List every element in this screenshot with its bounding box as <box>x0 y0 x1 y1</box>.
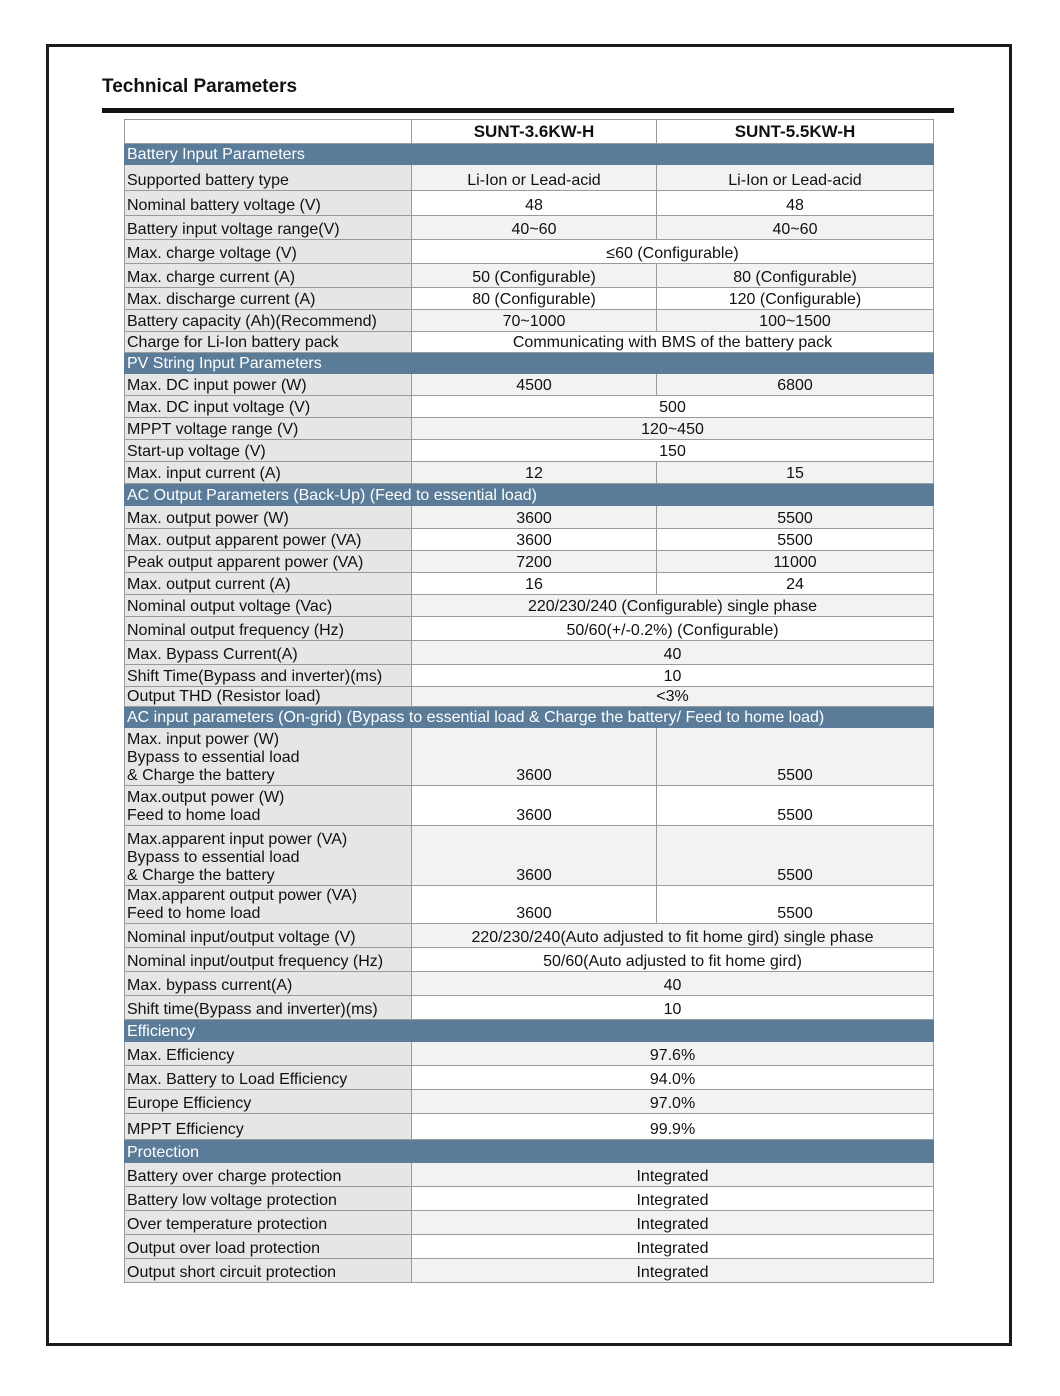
section-header-ac-output-parameters-back-up-feed-to-ess <box>125 484 934 506</box>
shared-value-cell: 120~450 <box>412 418 934 440</box>
value-cell-5-5kw: 11000 <box>657 551 934 573</box>
parameter-label: MPPT Efficiency <box>125 1114 412 1140</box>
shared-value-cell: 99.9% <box>412 1114 934 1140</box>
table-row <box>125 264 934 288</box>
parameter-label: Output over load protection <box>125 1235 412 1259</box>
table-row <box>125 641 934 665</box>
table-row <box>125 948 934 972</box>
table-row <box>125 529 934 551</box>
parameter-label: Max. output apparent power (VA) <box>125 529 412 551</box>
shared-value-cell: 10 <box>412 665 934 687</box>
table-row <box>125 886 934 924</box>
shared-value-cell: 50/60(Auto adjusted to fit home gird) <box>412 948 934 972</box>
table-row <box>125 1211 934 1235</box>
parameter-label: Max. bypass current(A) <box>125 972 412 996</box>
table-row <box>125 396 934 418</box>
shared-value-cell: 97.6% <box>412 1042 934 1066</box>
table-row <box>125 310 934 332</box>
table-row <box>125 996 934 1020</box>
parameter-label: Max. output power (W) <box>125 506 412 529</box>
parameter-label: Battery capacity (Ah)(Recommend) <box>125 310 412 332</box>
table-row <box>125 1042 934 1066</box>
value-cell-5-5kw: 24 <box>657 573 934 595</box>
parameter-label: Peak output apparent power (VA) <box>125 551 412 573</box>
shared-value-cell: Integrated <box>412 1235 934 1259</box>
parameter-label: Nominal input/output voltage (V) <box>125 924 412 948</box>
shared-value-cell: 40 <box>412 641 934 665</box>
parameter-label: Max. Efficiency <box>125 1042 412 1066</box>
parameter-label: Max. charge current (A) <box>125 264 412 288</box>
section-title: Battery Input Parameters <box>125 144 934 165</box>
parameter-label: Europe Efficiency <box>125 1090 412 1114</box>
table-row <box>125 665 934 687</box>
shared-value-cell: 220/230/240 (Configurable) single phase <box>412 595 934 617</box>
table-row <box>125 1259 934 1283</box>
parameter-label: Battery input voltage range(V) <box>125 216 412 240</box>
parameter-label: MPPT voltage range (V) <box>125 418 412 440</box>
table-row <box>125 551 934 573</box>
value-cell-5-5kw: 5500 <box>657 728 934 786</box>
value-cell-5-5kw: 15 <box>657 462 934 484</box>
parameter-label: Max. DC input voltage (V) <box>125 396 412 418</box>
value-cell-3-6kw: 3600 <box>412 728 657 786</box>
table-row <box>125 924 934 948</box>
value-cell-5-5kw: 80 (Configurable) <box>657 264 934 288</box>
parameter-label: Max.output power (W) Feed to home load <box>125 786 412 826</box>
shared-value-cell: 94.0% <box>412 1066 934 1090</box>
value-cell-3-6kw: 3600 <box>412 826 657 886</box>
table-row <box>125 573 934 595</box>
table-row <box>125 728 934 786</box>
shared-value-cell: 10 <box>412 996 934 1020</box>
table-row <box>125 418 934 440</box>
table-row <box>125 332 934 353</box>
table-row <box>125 374 934 396</box>
parameter-label: Shift time(Bypass and inverter)(ms) <box>125 996 412 1020</box>
column-header-sunt-5-5kw-h: SUNT-5.5KW-H <box>657 120 934 144</box>
shared-value-cell: 500 <box>412 396 934 418</box>
table-row <box>125 191 934 216</box>
value-cell-3-6kw: 16 <box>412 573 657 595</box>
parameter-label: Max.apparent output power (VA) Feed to home load <box>125 886 412 924</box>
value-cell-3-6kw: 4500 <box>412 374 657 396</box>
value-cell-3-6kw: 80 (Configurable) <box>412 288 657 310</box>
shared-value-cell: 220/230/240(Auto adjusted to fit home gird) single phase <box>412 924 934 948</box>
table-row <box>125 165 934 191</box>
value-cell-5-5kw: 5500 <box>657 826 934 886</box>
parameter-label: Max. Battery to Load Efficiency <box>125 1066 412 1090</box>
parameter-label: Max.apparent input power (VA) Bypass to essential load & Charge the battery <box>125 826 412 886</box>
value-cell-3-6kw: 3600 <box>412 506 657 529</box>
value-cell-3-6kw: 48 <box>412 191 657 216</box>
value-cell-5-5kw: 5500 <box>657 886 934 924</box>
section-header-ac-input-parameters-on-grid-bypass-to-es <box>125 707 934 728</box>
shared-value-cell: 150 <box>412 440 934 462</box>
page-title: Technical Parameters <box>102 76 298 97</box>
value-cell-5-5kw: Li-Ion or Lead-acid <box>657 165 934 191</box>
value-cell-3-6kw: 3600 <box>412 786 657 826</box>
section-header-battery-input-parameters <box>125 144 934 165</box>
parameter-label: Max. DC input power (W) <box>125 374 412 396</box>
table-row <box>125 687 934 707</box>
value-cell-5-5kw: 5500 <box>657 529 934 551</box>
table-row <box>125 595 934 617</box>
table-row <box>125 440 934 462</box>
parameter-label: Max. charge voltage (V) <box>125 240 412 264</box>
parameter-label: Nominal input/output frequency (Hz) <box>125 948 412 972</box>
table-row <box>125 1163 934 1187</box>
value-cell-3-6kw: 40~60 <box>412 216 657 240</box>
parameter-label: Max. input current (A) <box>125 462 412 484</box>
value-cell-3-6kw: Li-Ion or Lead-acid <box>412 165 657 191</box>
section-title: AC Output Parameters (Back-Up) (Feed to essential load) <box>125 484 934 506</box>
value-cell-5-5kw: 5500 <box>657 786 934 826</box>
table-row <box>125 826 934 886</box>
parameter-label: Supported battery type <box>125 165 412 191</box>
value-cell-5-5kw: 100~1500 <box>657 310 934 332</box>
parameter-label: Over temperature protection <box>125 1211 412 1235</box>
section-title: PV String Input Parameters <box>125 353 934 374</box>
table-row <box>125 1090 934 1114</box>
parameter-label: Max. input power (W) Bypass to essential load & Charge the battery <box>125 728 412 786</box>
section-header-protection <box>125 1140 934 1163</box>
parameter-label: Start-up voltage (V) <box>125 440 412 462</box>
table-row <box>125 216 934 240</box>
parameter-label: Max. output current (A) <box>125 573 412 595</box>
value-cell-5-5kw: 5500 <box>657 506 934 529</box>
parameter-label: Max. Bypass Current(A) <box>125 641 412 665</box>
shared-value-cell: <3% <box>412 687 934 707</box>
value-cell-3-6kw: 12 <box>412 462 657 484</box>
header-corner-cell <box>125 120 412 144</box>
shared-value-cell: Integrated <box>412 1211 934 1235</box>
table-row <box>125 288 934 310</box>
shared-value-cell: Integrated <box>412 1259 934 1283</box>
shared-value-cell: Integrated <box>412 1163 934 1187</box>
value-cell-3-6kw: 3600 <box>412 529 657 551</box>
value-cell-3-6kw: 3600 <box>412 886 657 924</box>
parameter-label: Nominal output voltage (Vac) <box>125 595 412 617</box>
parameter-label: Charge for Li-Ion battery pack <box>125 332 412 353</box>
value-cell-3-6kw: 50 (Configurable) <box>412 264 657 288</box>
section-header-pv-string-input-parameters <box>125 353 934 374</box>
value-cell-5-5kw: 120 (Configurable) <box>657 288 934 310</box>
parameter-label: Battery low voltage protection <box>125 1187 412 1211</box>
value-cell-5-5kw: 40~60 <box>657 216 934 240</box>
shared-value-cell: 40 <box>412 972 934 996</box>
parameter-label: Shift Time(Bypass and inverter)(ms) <box>125 665 412 687</box>
section-header-efficiency <box>125 1020 934 1042</box>
parameter-label: Nominal battery voltage (V) <box>125 191 412 216</box>
value-cell-5-5kw: 48 <box>657 191 934 216</box>
shared-value-cell: ≤60 (Configurable) <box>412 240 934 264</box>
parameter-label: Output THD (Resistor load) <box>125 687 412 707</box>
parameter-label: Output short circuit protection <box>125 1259 412 1283</box>
table-row <box>125 240 934 264</box>
parameter-label: Max. discharge current (A) <box>125 288 412 310</box>
parameter-label: Nominal output frequency (Hz) <box>125 617 412 641</box>
spec-table-body <box>125 120 934 1283</box>
table-row <box>125 617 934 641</box>
shared-value-cell: Integrated <box>412 1187 934 1211</box>
value-cell-3-6kw: 70~1000 <box>412 310 657 332</box>
header-row <box>125 120 934 144</box>
value-cell-3-6kw: 7200 <box>412 551 657 573</box>
shared-value-cell: 50/60(+/-0.2%) (Configurable) <box>412 617 934 641</box>
section-title: Protection <box>125 1140 934 1163</box>
title-divider <box>102 108 954 113</box>
table-row <box>125 1187 934 1211</box>
table-row <box>125 972 934 996</box>
shared-value-cell: 97.0% <box>412 1090 934 1114</box>
table-row <box>125 1114 934 1140</box>
spec-table <box>124 119 934 1283</box>
table-row <box>125 786 934 826</box>
table-row <box>125 1066 934 1090</box>
section-title: Efficiency <box>125 1020 934 1042</box>
parameter-label: Battery over charge protection <box>125 1163 412 1187</box>
table-row <box>125 506 934 529</box>
table-row <box>125 462 934 484</box>
value-cell-5-5kw: 6800 <box>657 374 934 396</box>
section-title: AC input parameters (On-grid) (Bypass to essential load & Charge the battery/ Feed to home load) <box>125 707 934 728</box>
shared-value-cell: Communicating with BMS of the battery pack <box>412 332 934 353</box>
column-header-sunt-3-6kw-h: SUNT-3.6KW-H <box>412 120 657 144</box>
table-row <box>125 1235 934 1259</box>
